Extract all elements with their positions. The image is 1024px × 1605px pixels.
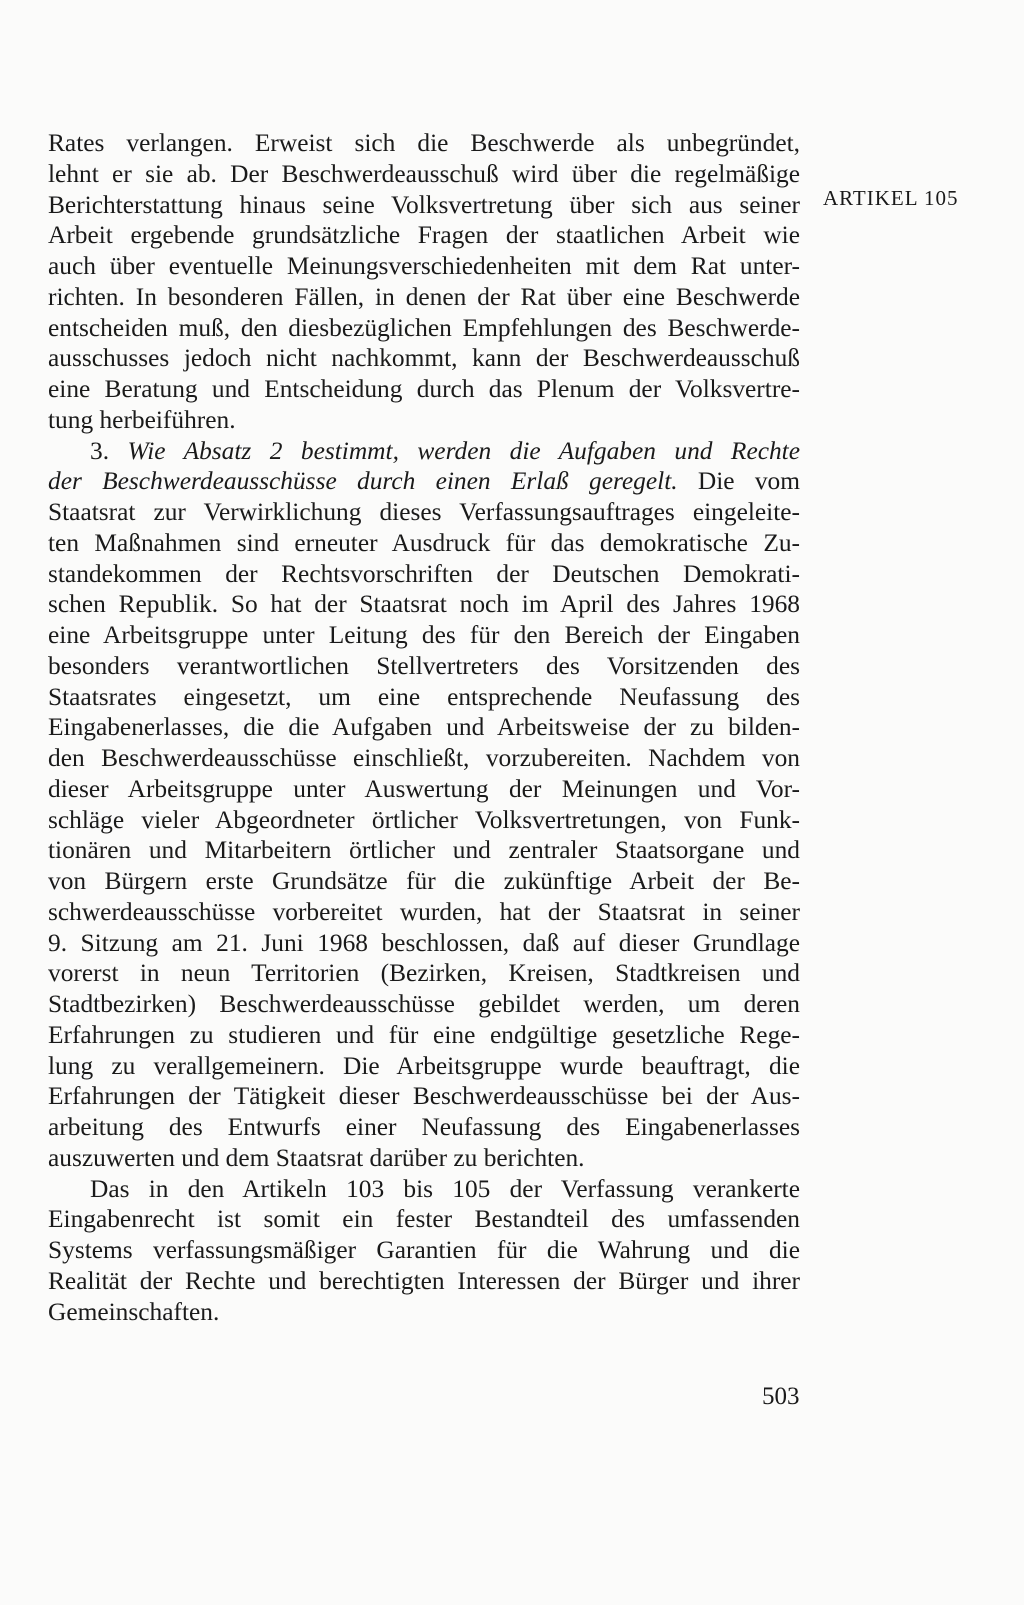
text-line: auch über eventuelle Meinungsverschiedenheiten mit dem Rat unter-	[48, 252, 800, 280]
text-line	[48, 466, 800, 497]
text-line: von Bürgern erste Grundsätze für die zukünftige Arbeit der Be-	[48, 867, 800, 895]
text-line: auszuwerten und dem Staatsrat darüber zu berichten.	[48, 1143, 585, 1172]
body-text	[48, 128, 800, 1327]
text-line: Eingabenerlasses, die die Aufgaben und Arbeitsweise der zu bilden-	[48, 713, 800, 742]
text-line: ausschusses jedoch nicht nachkommt, kann der Beschwerdeausschuß	[48, 344, 800, 373]
italic-text: der Beschwerdeausschüsse durch einen Erlaß geregelt.	[48, 467, 678, 496]
text-line: vorerst in neun Territorien (Bezirken, Kreisen, Stadtkreisen und	[48, 959, 800, 988]
text-line: dieser Arbeitsgruppe unter Auswertung der Meinungen und Vor-	[48, 774, 800, 803]
text-line: Rates verlangen. Erweist sich die Beschwerde als unbegründet,	[48, 129, 800, 157]
text-line: ten Maßnahmen sind erneuter Ausdruck für das demokratische Zu-	[48, 528, 800, 557]
paragraph-number: 3.	[90, 436, 128, 465]
text-line: standekommen der Rechtsvorschriften der Deutschen Demokrati-	[48, 559, 800, 588]
text-line: schen Republik. So hat der Staatsrat noch im April des Jahres 1968	[48, 590, 800, 619]
paragraph-3-first-line	[48, 436, 800, 467]
text-line: schläge vieler Abgeordneter örtlicher Volksvertretungen, von Funk-	[48, 805, 800, 834]
text-line: Das in den Artikeln 103 bis 105 der Verfassung verankerte	[90, 1174, 800, 1203]
text-line: tung herbeiführen.	[48, 405, 236, 434]
text-line: Stadtbezirken) Beschwerdeausschüsse gebildet werden, um deren	[48, 990, 800, 1018]
text-line: eine Beratung und Entscheidung durch das Plenum der Volksvertre-	[48, 375, 800, 403]
text-segment: Die vom	[677, 467, 800, 496]
text-line: Berichterstattung hinaus seine Volksvertretung über sich aus seiner	[48, 190, 800, 219]
text-line: Realität der Rechte und berechtigten Interessen der Bürger und ihrer	[48, 1266, 800, 1295]
text-line: 9. Sitzung am 21. Juni 1968 beschlossen, daß auf dieser Grundlage	[48, 928, 800, 957]
text-line: besonders verantwortlichen Stellvertreters des Vorsitzenden des	[48, 651, 800, 680]
text-line: tionären und Mitarbeitern örtlicher und zentraler Staatsorgane und	[48, 836, 800, 865]
text-line: lehnt er sie ab. Der Beschwerdeausschuß wird über die regelmäßige	[48, 159, 800, 188]
text-line: richten. In besonderen Fällen, in denen der Rat über eine Beschwerde	[48, 282, 800, 311]
margin-article-label: ARTIKEL 105	[823, 186, 959, 210]
text-line: Arbeit ergebende grundsätzliche Fragen der staatlichen Arbeit wie	[48, 221, 800, 250]
text-line: den Beschwerdeausschüsse einschließt, vorzubereiten. Nachdem von	[48, 744, 800, 772]
text-line: Systems verfassungsmäßiger Garantien für die Wahrung und die	[48, 1236, 800, 1264]
text-line: Staatsrates eingesetzt, um eine entsprechende Neufassung des	[48, 682, 800, 711]
text-line: arbeitung des Entwurfs einer Neufassung des Eingabenerlasses	[48, 1113, 800, 1141]
text-line: Erfahrungen der Tätigkeit dieser Beschwerdeausschüsse bei der Aus-	[48, 1082, 800, 1111]
text-line: Staatsrat zur Verwirklichung dieses Verfassungsauftrages eingeleite-	[48, 498, 800, 526]
text-line: entscheiden muß, den diesbezüglichen Empfehlungen des Beschwerde-	[48, 313, 800, 342]
text-line: lung zu verallgemeinern. Die Arbeitsgruppe wurde beauftragt, die	[48, 1051, 800, 1080]
text-line: eine Arbeitsgruppe unter Leitung des für den Bereich der Eingaben	[48, 621, 800, 649]
text-line: schwerdeausschüsse vorbereitet wurden, hat der Staatsrat in seiner	[48, 897, 800, 926]
italic-text: Wie Absatz 2 bestimmt, werden die Aufgaben und Rechte	[127, 436, 800, 465]
text-line: Eingabenrecht ist somit ein fester Bestandteil des umfassenden	[48, 1205, 800, 1234]
page-number: 503	[762, 1383, 800, 1410]
text-line: Gemeinschaften.	[48, 1297, 220, 1326]
text-line: Erfahrungen zu studieren und für eine endgültige gesetzliche Rege-	[48, 1020, 800, 1049]
